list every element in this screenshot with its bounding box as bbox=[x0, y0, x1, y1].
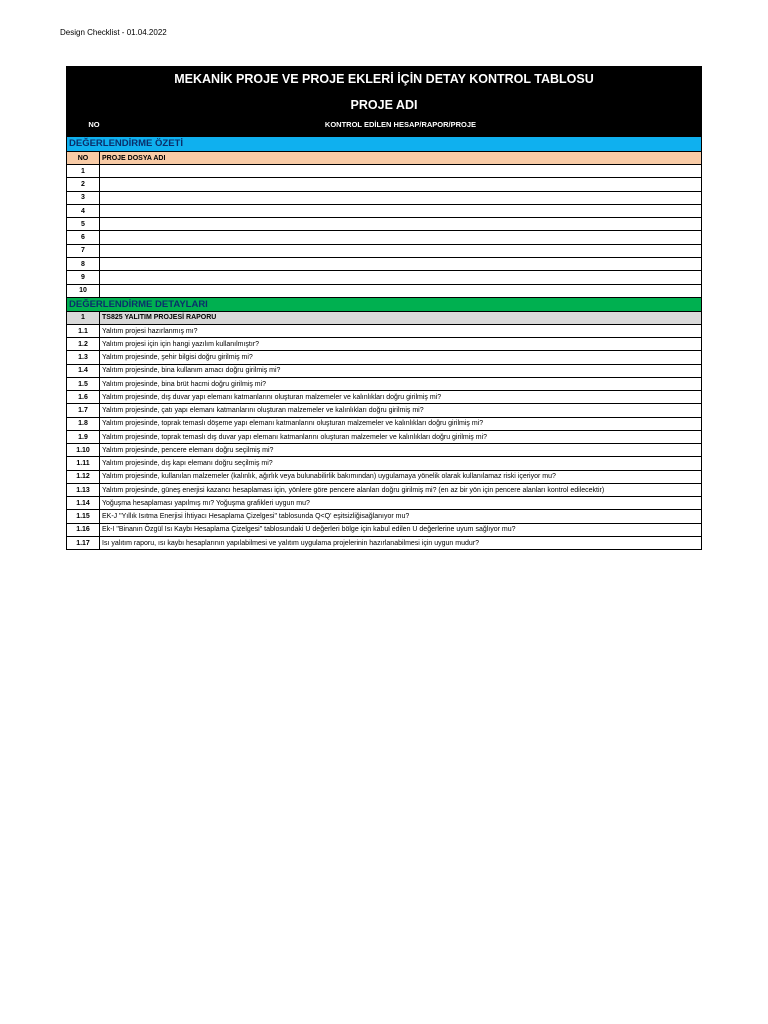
category-no: 1 bbox=[67, 311, 100, 324]
summary-row-file-cell[interactable] bbox=[100, 271, 702, 284]
summary-row bbox=[67, 191, 702, 204]
checklist-item-text: Yalıtım projesinde, bina kullanım amacı doğru girilmiş mi? bbox=[100, 364, 702, 377]
summary-row bbox=[67, 218, 702, 231]
checklist-item-text: Yalıtım projesinde, toprak temaslı dış duvar yapı elemanı katmanlarını oluşturan malzemeler ve kalınlıkları doğru girilmiş mi? bbox=[100, 430, 702, 443]
summary-row-no: 8 bbox=[67, 258, 100, 271]
summary-row-file-cell[interactable] bbox=[100, 191, 702, 204]
checklist-item-no: 1.5 bbox=[67, 377, 100, 390]
summary-row bbox=[67, 244, 702, 257]
checklist-item-no: 1.1 bbox=[67, 324, 100, 337]
summary-row-file-cell[interactable] bbox=[100, 284, 702, 297]
category-row bbox=[67, 311, 702, 324]
summary-row-no: 1 bbox=[67, 165, 100, 178]
checklist-item-no: 1.3 bbox=[67, 351, 100, 364]
header-no-label: NO bbox=[88, 120, 100, 129]
checklist-item-row bbox=[67, 470, 702, 483]
summary-row-no: 10 bbox=[67, 284, 100, 297]
summary-section-title: DEĞERLENDİRME ÖZETİ bbox=[66, 137, 702, 151]
summary-row-file-cell[interactable] bbox=[100, 165, 702, 178]
summary-row bbox=[67, 284, 702, 297]
checklist-item-no: 1.15 bbox=[67, 510, 100, 523]
checklist-item-row bbox=[67, 391, 702, 404]
summary-row bbox=[67, 231, 702, 244]
checklist-item-no: 1.4 bbox=[67, 364, 100, 377]
summary-row-file-cell[interactable] bbox=[100, 204, 702, 217]
summary-row bbox=[67, 165, 702, 178]
details-table bbox=[66, 311, 702, 550]
checklist-item-row bbox=[67, 377, 702, 390]
summary-col-file: PROJE DOSYA ADI bbox=[100, 152, 702, 165]
checklist-item-no: 1.6 bbox=[67, 391, 100, 404]
checklist-item-no: 1.2 bbox=[67, 338, 100, 351]
table-title: MEKANİK PROJE VE PROJE EKLERİ İÇİN DETAY KONTROL TABLOSU bbox=[174, 72, 594, 86]
checklist-item-text: Yalıtım projesinde, çatı yapı elemanı katmanlarını oluşturan malzemeler ve kalınlıkları doğru girilmiş mi? bbox=[100, 404, 702, 417]
checklist-item-text: Yalıtım projesinde, dış duvar yapı elemanı katmanlarını oluşturan malzemeler ve kalınlıkları doğru girilmiş mi? bbox=[100, 391, 702, 404]
header-checked-label: KONTROL EDİLEN HESAP/RAPOR/PROJE bbox=[324, 120, 477, 129]
checklist-item-row bbox=[67, 324, 702, 337]
checklist-item-row bbox=[67, 364, 702, 377]
category-name: TS825 YALITIM PROJESİ RAPORU bbox=[100, 311, 702, 324]
summary-row-no: 9 bbox=[67, 271, 100, 284]
checklist-item-text: Yalıtım projesinde, pencere elemanı doğru seçilmiş mi? bbox=[100, 444, 702, 457]
checklist-item-text: Yalıtım projesinde, toprak temaslı döşeme yapı elemanı katmanlarını oluşturan malzemeler ve kalınlıkları doğru girilmiş mi? bbox=[100, 417, 702, 430]
checklist-item-row bbox=[67, 483, 702, 496]
checklist-item-no: 1.9 bbox=[67, 430, 100, 443]
summary-row-no: 3 bbox=[67, 191, 100, 204]
summary-table bbox=[66, 151, 702, 298]
checklist-item-row bbox=[67, 497, 702, 510]
summary-row-no: 4 bbox=[67, 204, 100, 217]
summary-row bbox=[67, 271, 702, 284]
checklist-item-text: Isı yalıtım raporu, ısı kaybı hesaplarının yapılabilmesi ve yalıtım uygulama projelerinin hazırlanabilmesi için uygun mudur? bbox=[100, 536, 702, 549]
checklist-item-text: Yalıtım projesinde, kullanılan malzemeler (kalınlık, ağırlık veya bulunabilirlik bakımından) uygulamaya yönelik olarak kullanılamaz riski içeriyor mu? bbox=[100, 470, 702, 483]
summary-row bbox=[67, 258, 702, 271]
project-name-label: PROJE ADI bbox=[350, 98, 418, 112]
summary-row-file-cell[interactable] bbox=[100, 258, 702, 271]
checklist-item-text: Yalıtım projesinde, güneş enerjisi kazancı hesaplaması için, yönlere göre pencere alanları doğru girilmiş mi? (en az bir yön için pencere alanları kontrol edilecektir) bbox=[100, 483, 702, 496]
checklist-item-text: Yalıtım projesinde, şehir bilgisi doğru girilmiş mi? bbox=[100, 351, 702, 364]
summary-row-no: 5 bbox=[67, 218, 100, 231]
checklist-item-text: Yoğuşma hesaplaması yapılmış mı? Yoğuşma grafikleri uygun mu? bbox=[100, 497, 702, 510]
table-header bbox=[66, 66, 702, 137]
summary-row-no: 2 bbox=[67, 178, 100, 191]
summary-row-file-cell[interactable] bbox=[100, 231, 702, 244]
checklist-item-text: Ek-I "Binanın Özgül Isı Kaybı Hesaplama Çizelgesi" tablosundaki U değerleri bölge için kabul edilen U değerlerine uyum sağlıyor mu? bbox=[100, 523, 702, 536]
checklist-item-row bbox=[67, 536, 702, 549]
summary-row-file-cell[interactable] bbox=[100, 178, 702, 191]
summary-row-no: 6 bbox=[67, 231, 100, 244]
checklist-item-row bbox=[67, 417, 702, 430]
checklist-item-row bbox=[67, 457, 702, 470]
checklist-item-no: 1.10 bbox=[67, 444, 100, 457]
checklist-item-row bbox=[67, 351, 702, 364]
checklist-item-no: 1.8 bbox=[67, 417, 100, 430]
checklist-item-text: EK-J "Yıllık Isıtma Enerjisi İhtiyacı Hesaplama Çizelgesi" tablosunda Q<Q' eşitsizliğisağlanıyor mu? bbox=[100, 510, 702, 523]
checklist-item-row bbox=[67, 510, 702, 523]
checklist-item-text: Yalıtım projesi hazırlanmış mı? bbox=[100, 324, 702, 337]
checklist-item-row bbox=[67, 430, 702, 443]
summary-col-no: NO bbox=[67, 152, 100, 165]
summary-row-file-cell[interactable] bbox=[100, 244, 702, 257]
checklist-item-no: 1.11 bbox=[67, 457, 100, 470]
checklist-item-row bbox=[67, 404, 702, 417]
summary-row-no: 7 bbox=[67, 244, 100, 257]
checklist-item-no: 1.12 bbox=[67, 470, 100, 483]
summary-row bbox=[67, 178, 702, 191]
details-section-title: DEĞERLENDİRME DETAYLARI bbox=[66, 298, 702, 311]
checklist-item-no: 1.7 bbox=[67, 404, 100, 417]
checklist-item-text: Yalıtım projesi için için hangi yazılım kullanılmıştır? bbox=[100, 338, 702, 351]
checklist-item-no: 1.13 bbox=[67, 483, 100, 496]
checklist-item-no: 1.16 bbox=[67, 523, 100, 536]
summary-row bbox=[67, 204, 702, 217]
checklist-item-text: Yalıtım projesinde, dış kapı elemanı doğru seçilmiş mi? bbox=[100, 457, 702, 470]
document-label: Design Checklist - 01.04.2022 bbox=[60, 28, 167, 37]
checklist-item-row bbox=[67, 444, 702, 457]
checklist-item-text: Yalıtım projesinde, bina brüt hacmi doğru girilmiş mi? bbox=[100, 377, 702, 390]
checklist-item-no: 1.17 bbox=[67, 536, 100, 549]
summary-row-file-cell[interactable] bbox=[100, 218, 702, 231]
checklist-item-row bbox=[67, 523, 702, 536]
checklist-item-no: 1.14 bbox=[67, 497, 100, 510]
summary-header-row bbox=[67, 152, 702, 165]
checklist-item-row bbox=[67, 338, 702, 351]
checklist-sheet bbox=[66, 66, 702, 550]
